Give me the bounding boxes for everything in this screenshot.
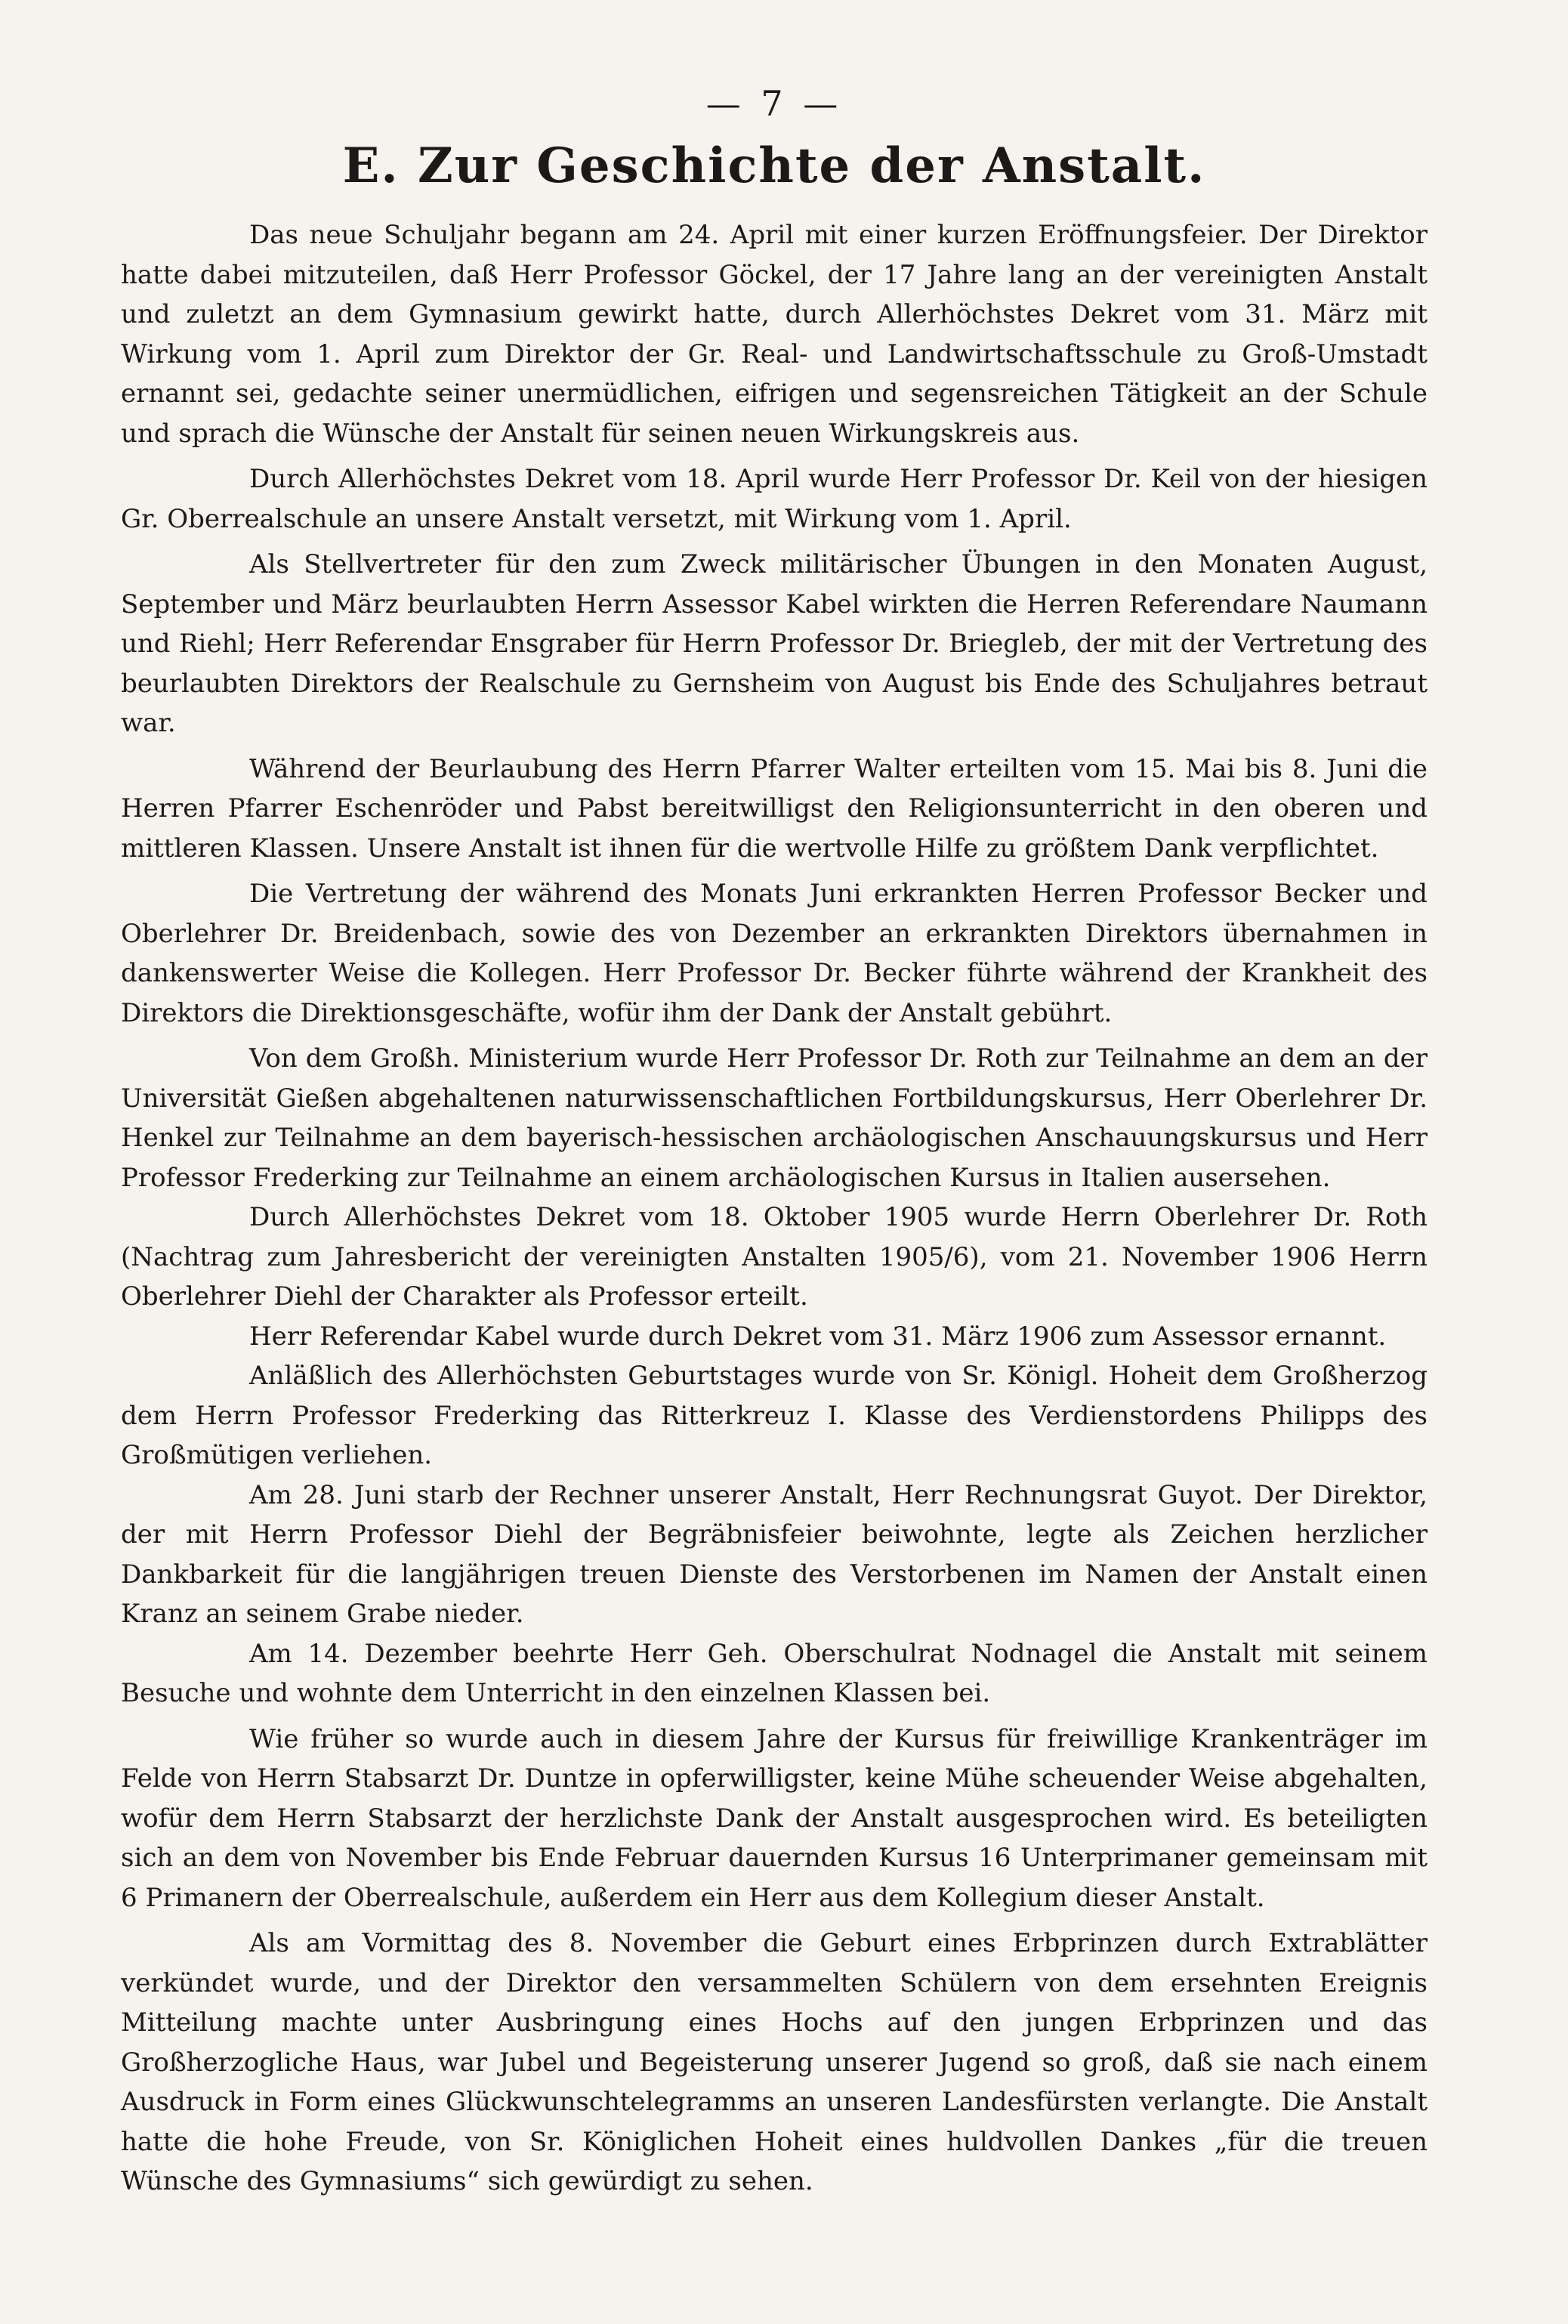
paragraph-10: Am 28. Juni starb der Rechner unserer Anstalt, Herr Rechnungsrat Guyot. Der Direktor, der mit Herrn Professor Diehl der Begräbnisfeier beiwohnte, legte als Zeichen herzlicher Dankbarkeit für die langjährigen treuen Dienste des Verstorbenen im Namen der Anstalt einen Kranz an seinem Grabe nieder. — [121, 1479, 1428, 1629]
paragraph-8: Herr Referendar Kabel wurde durch Dekret vom 31. März 1906 zum Assessor ernannt. — [249, 1321, 1387, 1352]
paragraph-7: Durch Allerhöchstes Dekret vom 18. Oktober 1905 wurde Herrn Oberlehrer Dr. Roth (Nachtrag zum Jahresbericht der vereinigten Anstalten 1905/6), vom 21. November 1906 Herrn Oberlehrer Diehl der Charakter als Professor erteilt. — [121, 1202, 1428, 1312]
paragraph-9: Anläßlich des Allerhöchsten Geburtstages wurde von Sr. Königl. Hoheit dem Großherzog dem Herrn Professor Frederking das Ritterkreuz I. Klasse des Verdienstordens Philipps des Großmütigen verliehen. — [121, 1361, 1428, 1470]
section-title: E. Zur Geschichte der Anstalt. — [342, 138, 1206, 194]
page-number: — 7 — — [705, 83, 843, 124]
paragraph-11: Am 14. Dezember beehrte Herr Geh. Oberschulrat Nodnagel die Anstalt mit seinem Besuche und wohnte dem Unterricht in den einzelnen Klassen bei. — [121, 1638, 1428, 1708]
paragraph-6: Von dem Großh. Ministerium wurde Herr Professor Dr. Roth zur Teilnahme an dem an der Universität Gießen abgehaltenen naturwissenschaftlichen Fortbildungskursus, Herr Oberlehrer Dr. Henkel zur Teilnahme an dem bayerisch-hessischen archäologischen Anschauungskursus und Herr Professor Frederking zur Teilnahme an einem archäologischen Kursus in Italien ausersehen. — [121, 1043, 1428, 1193]
document-page — [121, 83, 1428, 2202]
paragraph-4: Während der Beurlaubung des Herrn Pfarrer Walter erteilten vom 15. Mai bis 8. Juni die Herren Pfarrer Eschenröder und Pabst bereitwilligst den Religionsunterricht in den oberen und mittleren Klassen. Unsere Anstalt ist ihnen für die wertvolle Hilfe zu größtem Dank verpflichtet. — [121, 753, 1428, 864]
paragraph-1: Das neue Schuljahr begann am 24. April mit einer kurzen Eröffnungsfeier. Der Direktor hatte dabei mitzuteilen, daß Herr Professor Göckel, der 17 Jahre lang an der vereinigten Anstalt und zuletzt an dem Gymnasium gewirkt hatte, durch Allerhöchstes Dekret vom 31. März mit Wirkung vom 1. April zum Direktor der Gr. Real- und Landwirtschaftsschule zu Groß-Umstadt ernannt sei, gedachte seiner unermüdlichen, eifrigen und segensreichen Tätigkeit an der Schule und sprach die Wünsche der Anstalt für seinen neuen Wirkungskreis aus. — [121, 220, 1428, 449]
paragraph-3: Als Stellvertreter für den zum Zweck militärischer Übungen in den Monaten August, September und März beurlaubten Herrn Assessor Kabel wirkten die Herren Referendare Naumann und Riehl; Herr Referendar Ensgraber für Herrn Professor Dr. Briegleb, der mit der Vertretung des beurlaubten Direktors der Realschule zu Gernsheim von August bis Ende des Schuljahres betraut war. — [121, 549, 1428, 738]
paragraph-2: Durch Allerhöchstes Dekret vom 18. April wurde Herr Professor Dr. Keil von der hiesigen Gr. Oberrealschule an unsere Anstalt versetzt, mit Wirkung vom 1. April. — [121, 464, 1428, 534]
paragraph-5: Die Vertretung der während des Monats Juni erkrankten Herren Professor Becker und Oberlehrer Dr. Breidenbach, sowie des von Dezember an erkrankten Direktors übernahmen in dankenswerter Weise die Kollegen. Herr Professor Dr. Becker führte während der Krankheit des Direktors die Direktionsgeschäfte, wofür ihm der Dank der Anstalt gebührt. — [121, 879, 1428, 1028]
paragraph-13: Als am Vormittag des 8. November die Geburt eines Erbprinzen durch Extrablätter verkündet wurde, und der Direktor den versammelten Schülern von dem ersehnten Ereignis Mitteilung machte unter Ausbringung eines Hochs auf den jungen Erbprinzen und das Großherzogliche Haus, war Jubel und Begeisterung unserer Jugend so groß, daß sie nach einem Ausdruck in Form eines Glückwunschtelegramms an unseren Landesfürsten verlangte. Die Anstalt hatte die hohe Freude, von Sr. Königlichen Hoheit eines huldvollen Dankes „für die treuen Wünsche des Gymnasiums“ sich gewürdigt zu sehen. — [121, 1928, 1428, 2196]
paragraph-12: Wie früher so wurde auch in diesem Jahre der Kursus für freiwillige Krankenträger im Felde von Herrn Stabsarzt Dr. Duntze in opferwilligster, keine Mühe scheuender Weise abgehalten, wofür dem Herrn Stabsarzt der herzlichste Dank der Anstalt ausgesprochen wird. Es beteiligten sich an dem von November bis Ende Februar dauernden Kursus 16 Unterprimaner gemeinsam mit 6 Primanern der Oberrealschule, außerdem ein Herr aus dem Kollegium dieser Anstalt. — [121, 1723, 1428, 1913]
